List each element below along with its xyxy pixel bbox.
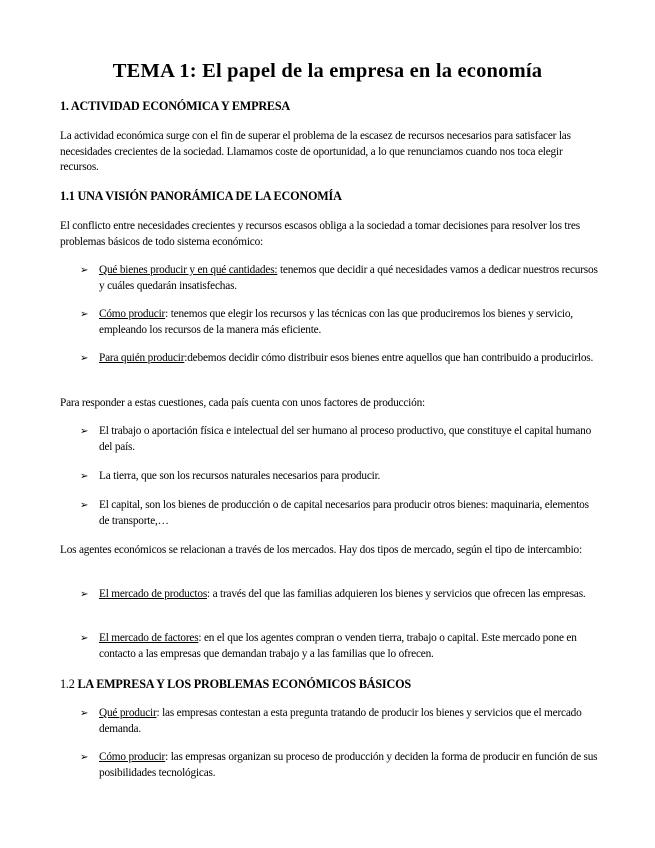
section-heading-text: LA EMPRESA Y LOS PROBLEMAS ECONÓMICOS BÁSICOS xyxy=(77,677,411,691)
list-item xyxy=(80,469,600,485)
bullet-arrow-icon: ➢ xyxy=(80,426,89,437)
section-heading-1-1: 1.1 UNA VISIÓN PANORÁMICA DE LA ECONOMÍA xyxy=(60,189,342,203)
item-term: Qué producir xyxy=(99,707,157,719)
market-term: El mercado de productos xyxy=(99,588,208,600)
list-item xyxy=(80,750,600,781)
page-title: TEMA 1: El papel de la empresa en la economía xyxy=(112,60,543,82)
market-text: : a través del que las familias adquieren los bienes y servicios que ofrecen las empresas. xyxy=(207,588,586,600)
section-1-paragraph: La actividad económica surge con el fin de superar el problema de la escasez de recursos necesarios para satisfacer las necesidades crecientes de la sociedad. Llamamos coste de oportunidad, a lo que renunciamos cuando nos toca elegir recursos. xyxy=(60,130,571,173)
list-item xyxy=(80,587,600,603)
problem-text: :debemos decidir cómo distribuir esos bienes entre aquellos que han contribuido a producirlos. xyxy=(184,352,594,364)
list-item xyxy=(80,631,600,662)
bullet-arrow-icon: ➢ xyxy=(80,309,89,320)
item-term: Cómo producir xyxy=(99,751,166,763)
bullet-arrow-icon: ➢ xyxy=(80,471,89,482)
market-term: El mercado de factores xyxy=(99,632,199,644)
problem-text: tenemos que decidir a qué necesidades vamos a dedicar nuestros recursos y cuáles quedarán insatisfechas. xyxy=(99,264,598,292)
problem-text: : tenemos que elegir los recursos y las técnicas con las que produciremos los bienes y servicio, empleando los recursos de la manera más eficiente. xyxy=(99,308,573,336)
bullet-arrow-icon: ➢ xyxy=(80,633,89,644)
problem-term: Qué bienes producir y en qué cantidades: xyxy=(99,264,278,276)
market-text: : en el que los agentes compran o venden tierra, trabajo o capital. Este mercado pone en contacto a las empresas que demandan trabajo y a las familias que lo ofrecen. xyxy=(99,632,577,660)
list-item xyxy=(80,706,600,737)
section-1-1-intro: El conflicto entre necesidades crecientes y recursos escasos obliga a la sociedad a tomar decisiones para resolver los tres problemas básicos de todo sistema económico: xyxy=(60,220,580,248)
item-text: : las empresas organizan su proceso de producción y deciden la forma de producir en función de sus posibilidades tecnológicas. xyxy=(99,751,598,779)
factor-text: El capital, son los bienes de producción o de capital necesarios para producir otros bienes: maquinaria, elementos de transporte,… xyxy=(99,499,589,527)
bullet-arrow-icon: ➢ xyxy=(80,752,89,763)
list-item xyxy=(80,307,600,338)
factor-text: El trabajo o aportación física e intelectual del ser humano al proceso productivo, que constituye el capital humano del país. xyxy=(99,425,592,453)
bullet-arrow-icon: ➢ xyxy=(80,589,89,600)
section-number: 1.2 xyxy=(60,677,75,691)
bullet-arrow-icon: ➢ xyxy=(80,353,89,364)
section-heading-1-2 xyxy=(60,677,411,692)
list-item xyxy=(80,424,600,455)
list-item xyxy=(80,351,600,367)
markets-intro: Los agentes económicos se relacionan a través de los mercados. Hay dos tipos de mercado, según el tipo de intercambio: xyxy=(60,544,582,556)
item-text: : las empresas contestan a esta pregunta tratando de producir los bienes y servicios que el mercado demanda. xyxy=(99,707,582,735)
list-item xyxy=(80,498,600,529)
bullet-arrow-icon: ➢ xyxy=(80,265,89,276)
factor-text: La tierra, que son los recursos naturales necesarios para producir. xyxy=(99,470,381,482)
problem-term: Cómo producir xyxy=(99,308,166,320)
factors-intro: Para responder a estas cuestiones, cada país cuenta con unos factores de producción: xyxy=(60,397,425,409)
bullet-arrow-icon: ➢ xyxy=(80,708,89,719)
bullet-arrow-icon: ➢ xyxy=(80,500,89,511)
problem-term: Para quién producir xyxy=(99,352,185,364)
section-heading-1: 1. ACTIVIDAD ECONÓMICA Y EMPRESA xyxy=(60,99,291,113)
list-item xyxy=(80,263,600,294)
